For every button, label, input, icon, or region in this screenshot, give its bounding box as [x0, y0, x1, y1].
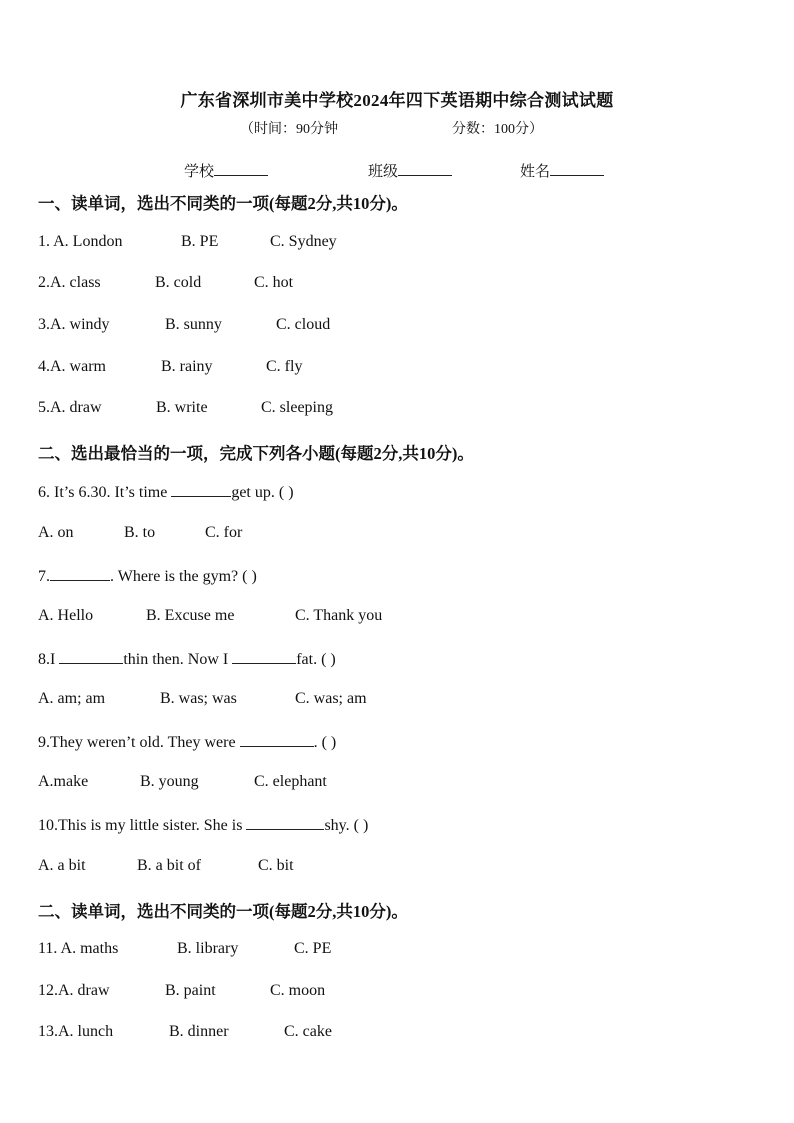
exam-time: （时间：90分钟: [240, 122, 338, 137]
q7-option-b: B. Excuse me: [146, 607, 235, 624]
class-blank[interactable]: [398, 161, 452, 176]
q1-option-c: C. Sydney: [270, 233, 337, 250]
q3-option-c: C. cloud: [276, 316, 331, 333]
q5-option-c: C. sleeping: [261, 399, 333, 416]
q3-option-a: 3.A. windy: [38, 316, 110, 333]
q8-stem-start: 8.I: [38, 651, 60, 668]
q5-option-b: B. write: [156, 399, 208, 416]
q10-blank[interactable]: [246, 815, 324, 830]
q10-option-b: B. a bit of: [137, 857, 201, 874]
q8-blank-1[interactable]: [59, 649, 123, 664]
q3-option-b: B. sunny: [165, 316, 222, 333]
q7-stem-start: 7.: [38, 568, 50, 585]
q8-option-c: C. was; am: [295, 690, 367, 707]
q6-blank[interactable]: [171, 482, 231, 497]
q8-blank-2[interactable]: [232, 649, 296, 664]
section-3-heading: 二、读单词，选出不同类的一项(每题2分,共10分)。: [38, 902, 408, 921]
name-label: 姓名: [520, 164, 551, 180]
q8-stem-end: fat. ( ): [296, 651, 336, 668]
q8-option-a: A. am; am: [38, 690, 106, 707]
q9-option-a: A.make: [38, 773, 89, 790]
q13-option-a: 13.A. lunch: [38, 1023, 114, 1040]
q11-option-b: B. library: [177, 940, 239, 957]
school-label: 学校: [184, 164, 215, 180]
q13-option-b: B. dinner: [169, 1023, 229, 1040]
exam-score: 分数：100分）: [452, 122, 543, 137]
q2-option-a: 2.A. class: [38, 274, 101, 291]
q8-option-b: B. was; was: [160, 690, 237, 707]
q9-stem-end: . ( ): [313, 734, 337, 751]
name-blank[interactable]: [550, 161, 604, 176]
question-8: [38, 649, 336, 669]
q6-option-b: B. to: [124, 524, 156, 541]
class-field: [368, 160, 452, 181]
q4-option-c: C. fly: [266, 358, 303, 375]
q9-option-b: B. young: [140, 773, 199, 790]
q1-option-b: B. PE: [181, 233, 219, 250]
q10-option-a: A. a bit: [38, 857, 86, 874]
q13-option-c: C. cake: [284, 1023, 332, 1040]
school-field: [184, 160, 268, 181]
q2-option-c: C. hot: [254, 274, 294, 291]
exam-title: 广东省深圳市美中学校2024年四下英语期中综合测试试题: [180, 91, 614, 110]
q6-option-a: A. on: [38, 524, 74, 541]
q7-option-a: A. Hello: [38, 607, 94, 624]
question-9: [38, 732, 336, 752]
q9-stem-start: 9.They weren’t old. They were: [38, 734, 240, 751]
q10-option-c: C. bit: [258, 857, 294, 874]
q6-stem-start: 6. It’s 6.30. It’s time: [38, 484, 172, 501]
question-7: [38, 566, 257, 586]
q5-option-a: 5.A. draw: [38, 399, 102, 416]
q2-option-b: B. cold: [155, 274, 202, 291]
question-10: [38, 815, 368, 835]
q4-option-a: 4.A. warm: [38, 358, 106, 375]
q8-stem-mid: thin then. Now I: [123, 651, 233, 668]
q11-option-a: 11. A. maths: [38, 940, 119, 957]
q9-option-c: C. elephant: [254, 773, 327, 790]
section-1-heading: 一、读单词，选出不同类的一项(每题2分,共10分)。: [38, 194, 408, 213]
school-blank[interactable]: [214, 161, 268, 176]
q12-option-b: B. paint: [165, 982, 216, 999]
question-6: [38, 482, 294, 502]
q9-blank[interactable]: [240, 732, 314, 747]
q7-stem-end: . Where is the gym? ( ): [110, 568, 257, 585]
q11-option-c: C. PE: [294, 940, 332, 957]
q1-option-a: 1. A. London: [38, 233, 123, 250]
q7-option-c: C. Thank you: [295, 607, 383, 624]
name-field: [520, 160, 604, 181]
q10-stem-end: shy. ( ): [324, 817, 369, 834]
section-2-heading: 二、选出最恰当的一项，完成下列各小题(每题2分,共10分)。: [38, 444, 474, 463]
q6-option-c: C. for: [205, 524, 243, 541]
q10-stem-start: 10.This is my little sister. She is: [38, 817, 247, 834]
q12-option-c: C. moon: [270, 982, 326, 999]
q4-option-b: B. rainy: [161, 358, 213, 375]
q12-option-a: 12.A. draw: [38, 982, 110, 999]
class-label: 班级: [368, 164, 399, 180]
q6-stem-end: get up. ( ): [231, 484, 294, 501]
q7-blank[interactable]: [50, 566, 110, 581]
